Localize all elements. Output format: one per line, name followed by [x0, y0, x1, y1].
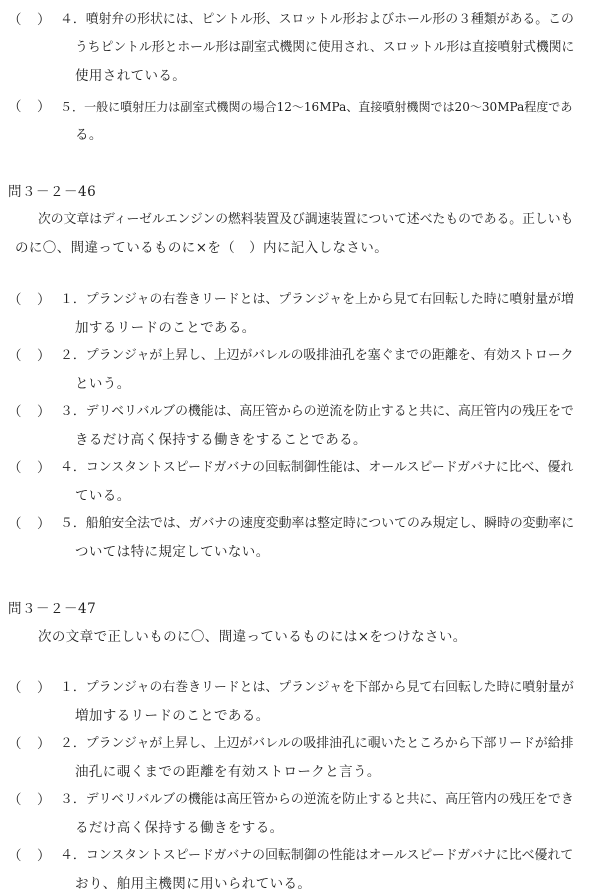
item-text-line: 使用されている。: [75, 68, 187, 84]
item-text-line: ４．コンスタントスピードガバナの回転制御の性能はオールスピードガバナに比べ優れて: [60, 848, 574, 863]
answer-blank: （ ）: [8, 292, 52, 308]
item-text-line: 加するリードのことである。: [75, 320, 256, 336]
question-instruction: 次の文章はディーゼルエンジンの燃料装置及び調速装置について述べたものである。正しいも: [38, 212, 574, 227]
item-text-line: ２．プランジャが上昇し、上辺がバレルの吸排油孔を塞ぐまでの距離を、有効ストローク: [60, 348, 574, 363]
item-text-line: きるだけ高く保持する働きをすることである。: [75, 432, 367, 448]
item-text-line: ついては特に規定していない。: [75, 544, 270, 560]
item-text-line: ２．プランジャが上昇し、上辺がバレルの吸排油孔に覗いたところから下部リードが給排: [60, 736, 574, 751]
answer-blank: （ ）: [8, 848, 52, 864]
item-text-line: おり、舶用主機関に用いられている。: [75, 876, 312, 892]
item-text-line: １．プランジャの右巻きリードとは、プランジャを下部から見て右回転した時に噴射量が: [60, 680, 574, 695]
item-text-line: ３．デリベリバルブの機能は高圧管からの逆流を防止すると共に、高圧管内の残圧をでき: [60, 792, 574, 807]
question-number: 問３－２－47: [8, 601, 97, 617]
answer-blank: （ ）: [8, 12, 52, 28]
answer-blank: （ ）: [8, 404, 52, 420]
item-text-line: という。: [75, 376, 131, 392]
answer-blank: （ ）: [8, 460, 52, 476]
item-text-line: ４．コンスタントスピードガバナの回転制御性能は、オールスピードガバナに比べ、優れ: [60, 460, 574, 475]
item-text-line: る。: [75, 127, 103, 143]
item-text-line: ５．一般に噴射圧力は副室式機関の場合12～16MPa、直接噴射機関では20～30MPa程度であ: [60, 100, 573, 114]
question-instruction: 次の文章で正しいものに〇、間違っているものには×をつけなさい。: [38, 629, 467, 645]
answer-blank: （ ）: [8, 792, 52, 808]
item-text-line: ている。: [75, 488, 131, 504]
item-text-line: １．プランジャの右巻きリードとは、プランジャを上から見て右回転した時に噴射量が増: [60, 292, 574, 307]
answer-blank: （ ）: [8, 99, 52, 115]
question-number: 問３－２－46: [8, 184, 97, 200]
answer-blank: （ ）: [8, 516, 52, 532]
item-text-line: ４．噴射弁の形状には、ピントル形、スロットル形およびホール形の３種類がある。この: [60, 12, 574, 27]
item-text-line: ５．船舶安全法では、ガバナの速度変動率は整定時についてのみ規定し、瞬時の変動率に: [60, 516, 575, 531]
answer-blank: （ ）: [8, 680, 52, 696]
item-text-line: るだけ高く保持する働きをする。: [75, 820, 284, 836]
answer-blank: （ ）: [8, 736, 52, 752]
item-text-line: ３．デリベリバルブの機能は、高圧管からの逆流を防止すると共に、高圧管内の残圧をで: [60, 404, 574, 419]
item-text-line: 増加するリードのことである。: [75, 708, 270, 724]
item-text-line: うちピントル形とホール形は副室式機関に使用され、スロットル形は直接噴射式機関に: [75, 40, 575, 55]
item-text-line: 油孔に覗くまでの距離を有効ストロークと言う。: [75, 764, 381, 780]
question-instruction: のに〇、間違っているものに×を（ ）内に記入しなさい。: [15, 240, 389, 256]
answer-blank: （ ）: [8, 348, 52, 364]
